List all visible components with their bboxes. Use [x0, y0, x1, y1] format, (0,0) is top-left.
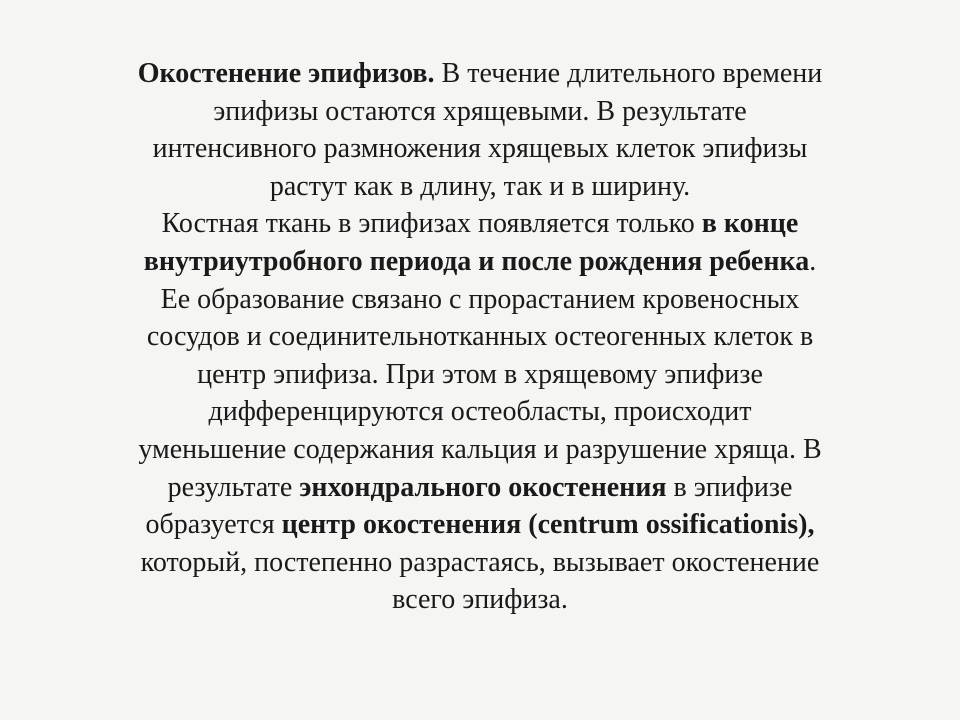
paragraph-heading: Окостенение эпифизов. — [137, 58, 435, 89]
text-line — [60, 55, 900, 93]
bold-span: центр окостенения (centrum ossificationis), — [281, 509, 815, 541]
text-line: всего эпифиза. — [392, 584, 568, 616]
text-line — [60, 506, 900, 544]
text-line: который, постепенно разрастаясь, вызывает окостенение — [140, 546, 820, 578]
text-line: интенсивного размножения хрящевых клеток эпифизы — [152, 133, 808, 165]
text-span: в эпифизе — [666, 471, 793, 503]
text-line: центр эпифиза. При этом в хрящевому эпифизе — [197, 358, 763, 390]
text-line: эпифизы остаются хрящевыми. В результате — [213, 95, 747, 127]
bold-span: внутриутробного периода и после рождения ребенка — [143, 245, 810, 277]
text-line: растут как в длину, так и в ширину. — [269, 170, 691, 202]
text-span: Костная ткань в эпифизах появляется только — [161, 208, 702, 240]
text-line: Ее образование связано с прорастанием кровеносных — [160, 283, 800, 315]
bold-span: в конце — [701, 208, 799, 240]
text-span: образуется — [145, 509, 282, 541]
text-line: сосудов и соединительнотканных остеогенных клеток в — [146, 321, 814, 353]
text-line: уменьшение содержания кальция и разрушение хряща. В — [138, 433, 822, 465]
text-line — [60, 205, 900, 243]
text-line — [60, 469, 900, 507]
text-line — [60, 243, 900, 281]
text-line: дифференцируются остеобласты, происходит — [208, 396, 752, 428]
text-span: . — [809, 245, 817, 277]
slide-text — [60, 55, 900, 619]
text-span: результате — [167, 471, 300, 503]
bold-span: энхондрального окостенения — [299, 471, 667, 503]
text-span: В течение длительного времени — [434, 58, 823, 89]
